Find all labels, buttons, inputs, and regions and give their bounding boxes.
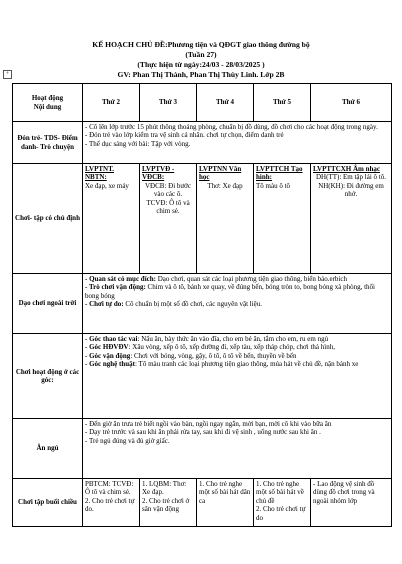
an-ngu-line: - Dạy trẻ trước và sau khi ăn phải rửa tay, sau khi đi vệ sinh , uống nước sau khi ăn . <box>85 428 321 437</box>
row-label-dao-choi: Dạo chơi ngoài trời <box>13 274 83 334</box>
don-tre-line: - Thể dục sáng với bài: Tập với vòng. <box>85 139 191 148</box>
dao-choi-line <box>85 300 389 308</box>
weekly-plan-table <box>12 83 392 527</box>
row-label-choi-goc: Chơi hoạt động ở các góc: <box>13 334 83 419</box>
header-activity <box>13 84 83 122</box>
dao-choi-item-label: - Quan sát có mục đích: <box>85 275 156 283</box>
table-move-handle-icon[interactable]: + <box>3 70 12 79</box>
chieu-friday <box>311 479 392 527</box>
dao-choi-content <box>83 274 392 334</box>
table-header-row <box>13 84 392 122</box>
date-range: (Thực hiện từ ngày:24/03 - 28/03/2025 ) <box>137 60 265 69</box>
dao-choi-item-label: - Chơi tự do: <box>85 300 124 309</box>
subject-body: TCVĐ: Ô tô và chim sẻ. <box>146 198 190 216</box>
subject-heading: LVPTNN Văn học <box>199 165 242 182</box>
chieu-thursday <box>254 479 311 527</box>
header-wednesday: Thứ 4 <box>197 84 254 122</box>
choi-tap-tuesday <box>140 164 197 274</box>
dao-choi-item-label: - Trò chơi vận động: <box>85 283 146 292</box>
subject-body: Tô màu ô tô <box>256 181 291 190</box>
subject-heading: LVPTTCXH Âm nhạc <box>313 165 381 173</box>
subject-heading: LVPTTCH Tạo hình: <box>256 165 303 182</box>
chieu-line: 1. Cho trẻ nghe một số bài hát về chủ đề <box>256 480 304 505</box>
choi-tap-friday <box>311 164 392 274</box>
choi-tap-monday <box>83 164 140 274</box>
header-monday: Thứ 2 <box>83 84 140 122</box>
row-label-choi-tap: Chơi- tập có chủ định <box>13 164 83 274</box>
choi-tap-thursday <box>254 164 311 274</box>
subject-body: NH(KH): Đi đường em nhớ. <box>318 181 384 199</box>
subject-body: Thơ: Xe đạp <box>207 181 243 190</box>
teachers-line: GV: Phan Thị Thành, Phan Thị Thùy Linh. Lớp 2B <box>117 70 285 79</box>
subject-body: VĐCB: Đi bước vào các ô. <box>145 181 191 199</box>
chieu-line: - Lao động vệ sinh đồ dùng đồ chơi trong và ngoài nhóm lớp <box>313 480 375 505</box>
row-label-choi-tap-chieu: Chơi tập buổi chiều <box>13 479 83 527</box>
chieu-line: 1. Cho trẻ nghe một số bài hát dân ca <box>199 480 251 505</box>
corner-text: : Nấu ăn, bày thức ăn vào đĩa, cho em bé ăn, tắm cho em, ru em ngủ <box>137 335 329 343</box>
corner-text: : Chơi với bóng, vòng, gậy, ô tô, ô tô về bến, thuyền về bến <box>130 351 297 360</box>
chieu-tuesday <box>140 479 197 527</box>
header-friday: Thứ 6 <box>311 84 392 122</box>
corner-label: - Góc vận động <box>85 351 131 360</box>
row-choi-goc <box>13 334 392 419</box>
an-ngu-line: - Trẻ ngủ đúng và đủ giờ giấc. <box>85 436 170 445</box>
plan-title: KẾ HOẠCH CHỦ ĐỀ:Phương tiện và QĐGT giao thông đường bộ <box>92 40 310 49</box>
row-don-tre <box>13 122 392 164</box>
dao-choi-item-text: Cô chuẩn bị một số đồ chơi, các nguyên vật liệu. <box>123 300 263 309</box>
an-ngu-content <box>83 419 392 479</box>
choi-goc-content <box>83 334 392 419</box>
subject-body: DH(TT): Em tập lái ô tô. <box>316 173 386 182</box>
an-ngu-line: - Đến giờ ăn trưa trẻ biết ngồi vào bàn, ngồi ngay ngắn, mời bạn, mời cô khi vào bữa ăn <box>85 420 332 428</box>
dao-choi-item-text: Chim và ô tô, bánh xe quay, về đúng bến, bóng tròn to, bong bóng xà phòng, thổi bong bóng <box>85 283 375 300</box>
header-activity-line1: Hoạt động <box>31 94 64 103</box>
corner-label: - Góc HĐVĐV <box>85 343 129 352</box>
don-tre-content <box>83 122 392 164</box>
row-label-don-tre: Đón trẻ- TDS- Điểm danh- Trò chuyện <box>13 122 83 164</box>
choi-goc-line <box>85 360 389 368</box>
chieu-monday <box>83 479 140 527</box>
corner-label: - Góc nghệ thuật <box>85 360 135 369</box>
chieu-line: PBTCM: TCVĐ: Ô tô và chim sẻ. <box>85 480 134 497</box>
chieu-line: 2. Cho trẻ chơi tự do <box>256 505 306 522</box>
corner-text: : Xâu vòng, xếp ô tô, xếp đường đi, xếp tàu, xếp tháp chóp, chơi thả hình, <box>128 343 335 352</box>
dao-choi-line <box>85 283 389 300</box>
row-an-ngu <box>13 419 392 479</box>
dao-choi-item-text: Dạo chơi, quan sát các loại phương tiện giao thông, biển báo.erbich <box>155 275 347 283</box>
don-tre-line: - Cô lên lớp trước 15 phút thông thoáng phòng, chuẩn bị đồ dùng, đồ chơi cho các hoạt động trong ngày. <box>85 123 378 131</box>
choi-tap-wednesday <box>197 164 254 274</box>
corner-text: : Tô màu tranh các loại phương tiện giao thông, múa hát về chủ đề, nặn bánh xe <box>134 360 359 369</box>
chieu-line: 2. Cho trẻ chơi tự do. <box>85 496 135 514</box>
row-label-an-ngu: Ăn ngủ <box>13 419 83 479</box>
header-activity-line2: Nội dung <box>33 102 62 111</box>
subject-heading: LVPTNT. NBTN: <box>85 165 114 182</box>
dao-choi-line <box>85 275 389 283</box>
week-label: (Tuần 27) <box>185 50 217 59</box>
header-tuesday: Thứ 3 <box>140 84 197 122</box>
chieu-wednesday <box>197 479 254 527</box>
header-thursday: Thứ 5 <box>254 84 311 122</box>
choi-goc-line <box>85 343 389 351</box>
don-tre-line: - Đón trẻ vào lớp kiểm tra vệ sinh cá nhân. chơi tự chọn, điểm danh trẻ <box>85 131 284 140</box>
subject-body: Xe đạp, xe máy <box>85 181 129 190</box>
subject-heading: LVPTVĐ -VĐCB: <box>142 165 175 182</box>
row-choi-tap-chieu <box>13 479 392 527</box>
chieu-line: 2. Cho trẻ chơi ở sân vận động <box>142 496 190 514</box>
choi-goc-line <box>85 335 389 343</box>
row-choi-tap <box>13 164 392 274</box>
chieu-line: 1. LQBM: Thơ: Xe đạp. <box>142 480 187 497</box>
choi-goc-line <box>85 352 389 360</box>
row-dao-choi <box>13 274 392 334</box>
corner-label: - Góc thao tác vai <box>85 335 138 343</box>
